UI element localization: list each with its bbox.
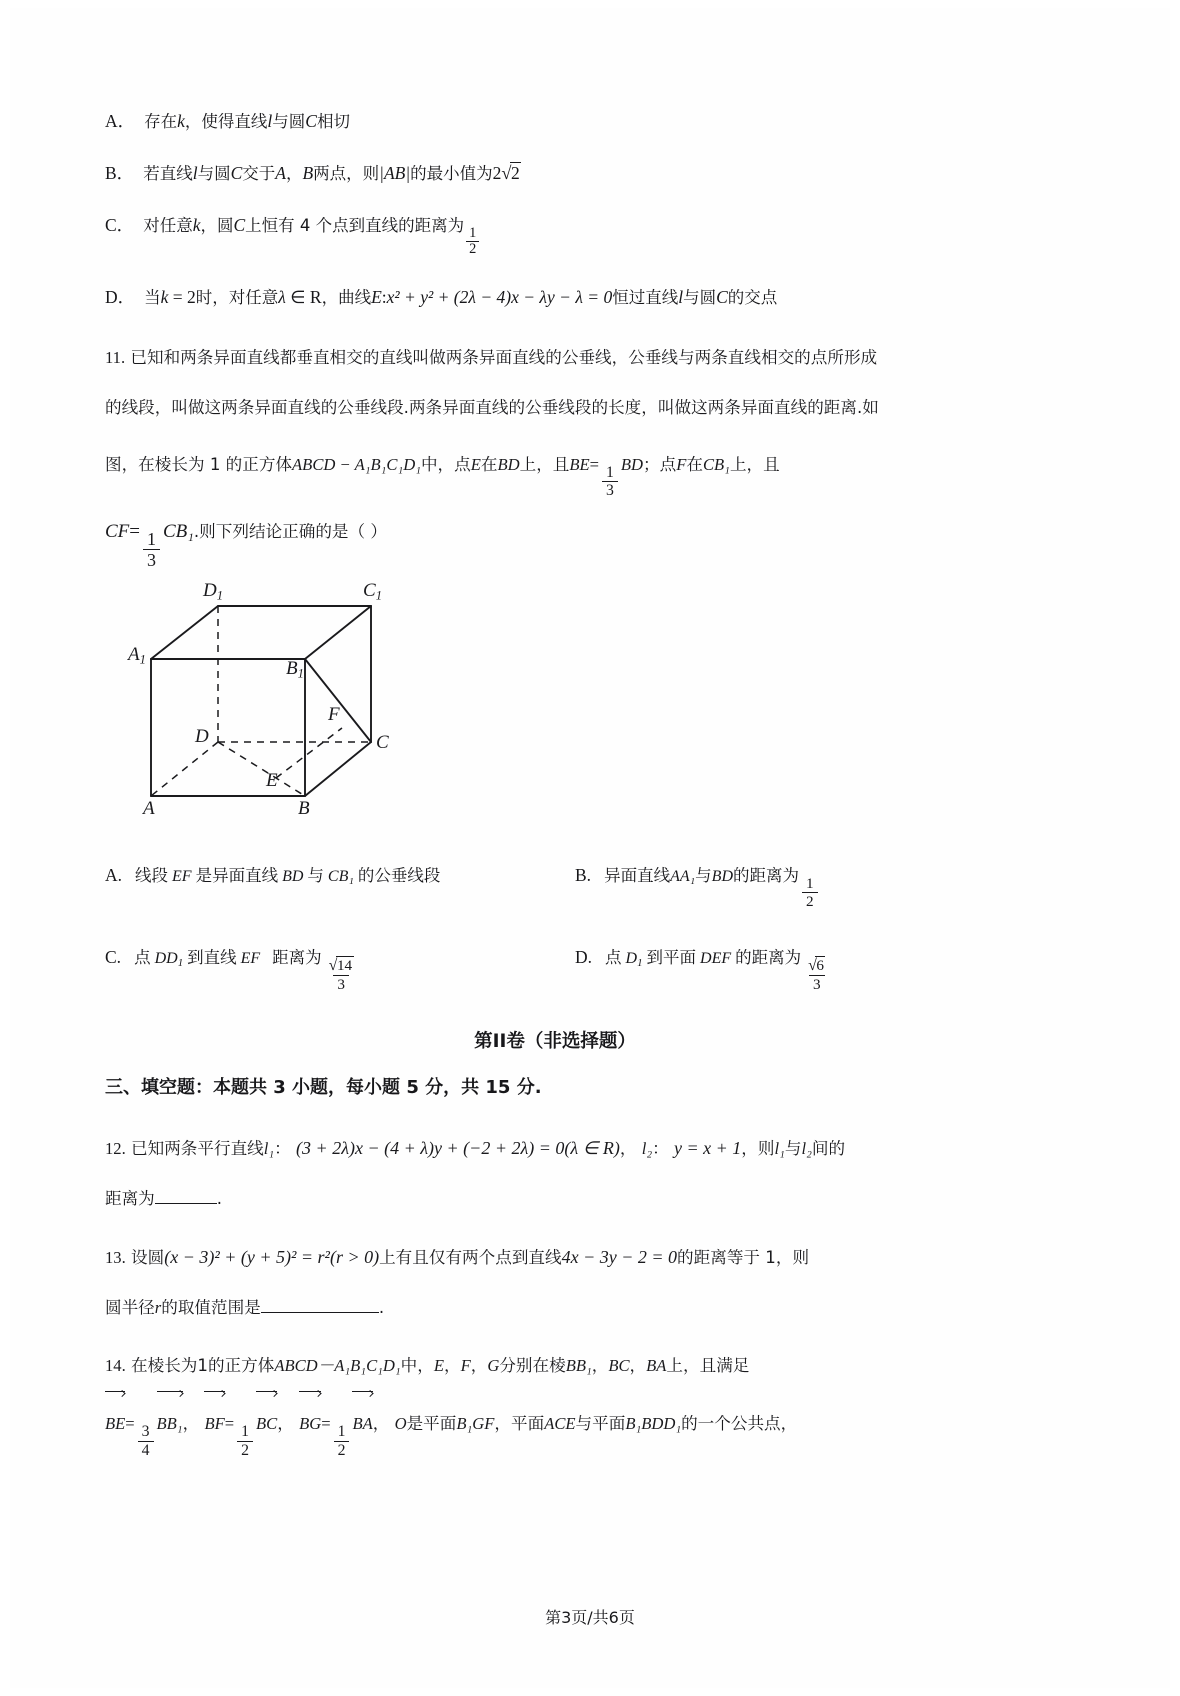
q13-seg5: 的取值范围是 [161, 1297, 261, 1317]
q11-l3-seg5: ；点 [643, 454, 677, 474]
q11-l4-den: 3 [143, 549, 160, 570]
q11-l3-seg4: 上，且 [519, 454, 570, 474]
fraction-sqrt6-3 [804, 957, 829, 993]
opt-d-colon: : [381, 286, 387, 307]
q11-option-a-label: A. [105, 865, 123, 886]
opt-b-l: l [192, 163, 198, 183]
q11-option-a[interactable] [105, 862, 575, 910]
opt-c-seg2: ，圆 [200, 216, 234, 235]
q11-a-CB1: CB₁ [327, 868, 354, 886]
opt-d-E: E [371, 286, 382, 307]
q14-G: G [487, 1355, 500, 1375]
edge-D-A-hidden [151, 742, 218, 796]
q14-E: E [433, 1355, 444, 1375]
q11-seg-CF: CF [105, 520, 130, 542]
opt-d-seg3: ，曲线 [321, 287, 372, 307]
vertex-label-D: D [195, 726, 209, 748]
q11-l3-eq: = [589, 454, 600, 474]
opt-c-seg1: 对任意 [143, 216, 193, 235]
q13-answer-blank[interactable] [261, 1312, 379, 1313]
q10-option-d-text [144, 284, 777, 308]
q11-number: 11. [105, 347, 126, 367]
opt-c-C: C [233, 215, 246, 235]
sqrt-icon-d: √6 [808, 957, 824, 975]
cube-diagram [123, 580, 463, 834]
vertex-label-E: E [266, 770, 278, 792]
q12-line-2 [105, 1174, 1005, 1224]
opt-d-eq: = 2 [168, 286, 196, 307]
fraction-three-fourths [138, 1423, 154, 1459]
q11-line-3 [105, 433, 1005, 500]
q14-vec-BG-wrap [299, 1414, 321, 1433]
q11-d-seg3: 的距离为 [735, 948, 802, 968]
q11-option-d-label: D. [575, 947, 593, 968]
q11-b-num: 1 [806, 875, 814, 893]
q11-option-d[interactable] [575, 944, 1005, 993]
opt-d-l: l [678, 286, 684, 307]
paper-sheet [10, 8, 1170, 1688]
opt-d-seg5: 与圆 [683, 287, 717, 307]
q14-seg3: 分别在棱 [499, 1355, 566, 1375]
q10-option-b-text [143, 160, 521, 184]
opt-b-radicand: 2 [511, 163, 520, 183]
question-14 [105, 1341, 1005, 1459]
q11-d-D1: $D_1$ [625, 950, 643, 970]
q11-l3-seg7: 上，且 [729, 454, 780, 474]
q11-c-seg3: 距离为 [272, 948, 322, 968]
q11-b-seg3: 的距离为 [733, 866, 799, 886]
vertex-label-A1: $A_1$ [128, 644, 146, 667]
q14-vec-BE-wrap [105, 1414, 125, 1433]
q11-option-b-label: B. [575, 865, 592, 886]
q14-vec-BE: BE [105, 1391, 125, 1455]
q11-l4-eq: = [129, 520, 140, 542]
part-2-heading: 第II卷（非选择题） [474, 1030, 636, 1052]
q13-number: 13. [105, 1247, 126, 1267]
q11-point-E: E [470, 454, 481, 474]
q14-n3: 1 [337, 1423, 346, 1441]
q10-option-c[interactable] [105, 212, 1005, 257]
q10-option-c-label: C． [105, 215, 135, 235]
opt-a-k: k [177, 111, 185, 131]
sqrt-icon-c: √14 [328, 957, 353, 975]
fraction-one-third [602, 464, 618, 500]
edge-C1-B1 [305, 606, 371, 659]
q14-vec-BB1: BB₁ [157, 1391, 183, 1455]
opt-a-seg2: ，使得直线 [184, 112, 268, 131]
q14-line-1 [105, 1341, 1005, 1391]
q14-l2t4: 的一个公共点， [681, 1413, 798, 1433]
q11-a-seg3: 与 [307, 866, 324, 886]
q14-vec-BF-wrap [204, 1414, 224, 1433]
opt-b-abs: |AB| [379, 163, 411, 183]
q14-vec-BF: BF [204, 1391, 224, 1455]
q14-c1: ， [444, 1355, 461, 1375]
q11-l3-seg6: 在 [686, 454, 703, 474]
q14-c3: ， [591, 1355, 609, 1375]
q13-seg4: 圆半径 [105, 1297, 155, 1317]
opt-b-seg3: 交于 [242, 164, 276, 183]
q14-l2c1: ， [182, 1413, 200, 1433]
q12-comma: ， [619, 1138, 637, 1158]
q11-option-c[interactable] [105, 944, 575, 993]
q11-c-num [325, 957, 358, 975]
section-3-heading: 三、填空题：本题共 3 小题，每小题 5 分，共 15 分. [105, 1076, 542, 1098]
q11-b-seg1: 异面直线 [604, 866, 671, 886]
q12-l1: l₁ [263, 1138, 275, 1158]
q10-option-a[interactable] [105, 108, 1005, 133]
edge-B-C [305, 742, 371, 796]
q11-c-seg2: 到直线 [187, 948, 237, 968]
fraction-sqrt14-3 [325, 957, 358, 993]
opt-a-C: C [305, 111, 317, 131]
opt-d-seg2: 时，对任意 [195, 287, 279, 307]
q14-l2c2: ， [277, 1413, 294, 1433]
q13-line-2 [105, 1283, 1005, 1333]
q11-a-seg2: 是异面直线 [195, 866, 279, 886]
q11-c-D1: $DD_1$ [154, 950, 184, 970]
q11-b-seg2: 与 [695, 866, 712, 886]
q12-number: 12. [105, 1138, 126, 1158]
q13-r: r [154, 1297, 162, 1317]
q12-l2: l₂ [641, 1138, 653, 1158]
q11-options-row-1 [105, 862, 1005, 910]
q11-stem-line1: 已知和两条异面直线都垂直相交的直线叫做两条异面直线的公垂线，公垂线与两条直线相交的点所形成 [130, 347, 878, 367]
q12-seg2: ，则 [741, 1138, 775, 1158]
q11-seg-CB1: CB₁ [702, 454, 730, 474]
q11-b-den: 2 [802, 892, 818, 910]
edge-A1-D1 [151, 606, 218, 659]
opt-c-den: 2 [466, 241, 479, 257]
q14-c4: ， [629, 1355, 647, 1375]
question-11 [105, 333, 1005, 993]
edge-B1-C-diagonal [305, 659, 371, 742]
q12-line-1 [105, 1123, 1005, 1174]
q11-seg-BE: BE [569, 454, 590, 474]
q12-colon2: ： [652, 1138, 669, 1158]
q11-options-row-2 [105, 944, 1005, 993]
opt-c-k: k [192, 215, 201, 235]
q14-seg4: 上，且满足 [666, 1355, 750, 1375]
q14-seg2: 中， [400, 1355, 434, 1375]
q13-seg2: 上有且仅有两个点到直线 [379, 1247, 562, 1267]
q14-B1BDD1: B₁BDD₁ [625, 1413, 682, 1433]
segment-EF-hidden [276, 728, 342, 778]
q14-F: F [460, 1355, 471, 1375]
vertex-label-A: A [143, 798, 155, 820]
opt-b-seg2: 与圆 [197, 164, 231, 183]
vertex-label-B1: $B_1$ [286, 658, 304, 681]
opt-d-inr: ∈ R [285, 286, 322, 307]
vertex-label-F: F [328, 704, 340, 726]
q11-c-radicand: 14 [336, 957, 353, 975]
fraction-one-half [466, 226, 479, 257]
q10-option-a-text [144, 108, 350, 132]
opt-a-seg1: 存在 [144, 112, 178, 131]
q11-cube-name: ABCD − A₁B₁C₁D₁ [292, 454, 421, 474]
q14-l2c4: ， [494, 1413, 511, 1433]
q12-seg1: 已知两条平行直线 [131, 1138, 264, 1158]
q14-BB1: BB₁ [565, 1355, 592, 1375]
q13-seg1: 设圆 [131, 1247, 165, 1267]
q14-l2t1: 是平面 [406, 1413, 457, 1433]
q14-O: O [394, 1413, 407, 1433]
q12-colon1: ： [274, 1138, 291, 1158]
question-12 [105, 1123, 1005, 1224]
q12-l1b: l₁ [774, 1138, 785, 1158]
q14-eq1: = [125, 1413, 135, 1433]
q13-equation-2: 4x − 3y − 2 = 0 [561, 1246, 678, 1267]
q11-l3-seg1: 图，在棱长为 1 的正方体 [105, 454, 293, 474]
q11-option-c-label: C. [105, 947, 122, 968]
q14-l2t2: 平面 [511, 1413, 545, 1433]
page-footer: 第3页/共6页 [545, 1608, 635, 1627]
opt-d-seg6: 的交点 [727, 287, 778, 307]
vertex-label-D1: $D_1$ [203, 580, 223, 603]
vertex-label-C1: $C_1$ [363, 580, 382, 603]
opt-d-seg4: 恒过直线 [612, 287, 679, 307]
opt-d-expr: x² + y² + (2λ − 4)x − λy − λ = 0 [386, 286, 613, 307]
q14-cube-name: ABCD－A₁B₁C₁D₁ [274, 1355, 401, 1375]
q11-l3-seg2: 中，点 [420, 454, 471, 474]
opt-b-B: B [302, 163, 314, 183]
q14-l2t3: 与平面 [575, 1413, 626, 1433]
q11-a-seg4: 的公垂线段 [357, 866, 441, 886]
opt-b-seg1: 若直线 [143, 164, 193, 183]
opt-c-num: 1 [469, 225, 477, 242]
opt-a-l: l [267, 111, 273, 131]
page-content [105, 108, 1005, 1467]
q11-option-b[interactable] [575, 862, 1005, 910]
q14-eq2: = [224, 1413, 235, 1433]
q11-d-seg2: 到平面 [646, 948, 697, 968]
q14-n1: 3 [141, 1423, 150, 1441]
q10-option-d-label: D． [105, 286, 136, 307]
q14-vec-BB1-wrap [157, 1414, 183, 1433]
q14-ACE: ACE [544, 1413, 576, 1433]
q11-seg-BD: BD [497, 454, 520, 474]
fraction-one-half-g [334, 1423, 350, 1459]
q11-point-F: F [676, 454, 687, 474]
q13-seg3: 的距离等于 1，则 [677, 1247, 810, 1267]
q14-BC: BC [608, 1355, 630, 1375]
vertex-label-B: B [298, 798, 310, 820]
q12-answer-blank[interactable] [155, 1203, 217, 1204]
opt-d-lambda: λ [278, 286, 286, 307]
edge-D-B-diagonal-hidden [218, 742, 305, 796]
q13-line-1 [105, 1232, 1005, 1283]
q14-vec-BA: BA [352, 1391, 372, 1455]
q11-line-2: 的线段，叫做这两条异面直线的公垂线段.两条异面直线的公垂线段的长度，叫做这两条异面直线的距离.如 [105, 397, 879, 417]
vertex-label-C: C [376, 732, 389, 754]
q14-d3: 2 [334, 1441, 350, 1460]
q14-vec-BC: BC [256, 1391, 277, 1455]
q14-B1GF: B₁GF [456, 1413, 495, 1433]
opt-a-seg3: 与圆 [272, 112, 306, 131]
q14-l2c3: ， [372, 1413, 390, 1433]
q10-option-a-label: A． [105, 111, 136, 131]
q14-c2: ， [470, 1355, 488, 1375]
opt-d-C: C [716, 286, 728, 307]
q11-l3-num: 1 [606, 463, 614, 481]
q11-c-seg1: 点 [134, 948, 151, 968]
opt-a-seg4: 相切 [316, 112, 350, 131]
q12-seg4: 间的 [811, 1138, 846, 1158]
q14-n2: 1 [241, 1423, 249, 1441]
opt-b-C: C [230, 163, 243, 183]
q10-options [105, 108, 1005, 309]
opt-b-coef: 2 [492, 163, 502, 183]
q11-c-den: 3 [333, 975, 349, 993]
q10-option-d[interactable] [105, 284, 1005, 309]
fraction-one-half-f [237, 1423, 253, 1459]
q12-l2b: l₂ [801, 1138, 812, 1158]
q10-option-b-label: B． [105, 163, 135, 183]
opt-b-seg5: 的最小值为 [410, 164, 493, 183]
q11-c-EF: EF [240, 950, 261, 968]
opt-d-k: k [160, 286, 169, 307]
q11-l3-seg3: 在 [480, 454, 498, 474]
q14-vec-BC-wrap [256, 1414, 277, 1433]
q12-period: . [216, 1188, 223, 1208]
q11-b-BD: BD [711, 868, 733, 886]
q14-line-2 [105, 1391, 1005, 1459]
fraction-one-third-2 [143, 529, 160, 570]
opt-c-seg3: 上恒有 4 个点到直线的距离为 [245, 216, 465, 235]
q12-equation-2: y = x + 1 [674, 1137, 742, 1158]
q14-d2: 2 [237, 1441, 253, 1460]
question-13 [105, 1232, 1005, 1333]
q11-a-EF: EF [172, 868, 192, 886]
q14-vec-BA-wrap [352, 1414, 372, 1433]
q10-option-c-text [143, 212, 481, 257]
q12-equation-1: (3 + 2λ)x − (4 + λ)y + (−2 + 2λ) = 0(λ ∈ R) [296, 1137, 620, 1158]
opt-b-comma: ， [285, 164, 303, 183]
fraction-one-half-b [802, 875, 818, 910]
q12-seg3: 与 [784, 1138, 802, 1158]
q11-line-1 [105, 333, 1005, 383]
q11-a-BD: BD [282, 868, 304, 886]
q14-number: 14. [105, 1355, 126, 1375]
q11-l3-den: 3 [602, 481, 618, 500]
q13-equation-1: (x − 3)² + (y + 5)² = r²(r > 0) [164, 1246, 380, 1267]
q14-seg1: 在棱长为1的正方体 [131, 1355, 275, 1375]
q14-d1: 4 [138, 1441, 154, 1460]
q11-a-seg1: 线段 [135, 866, 169, 886]
q11-d-num [804, 957, 829, 975]
q11-b-AA1: AA₁ [670, 868, 696, 886]
q11-d-den: 3 [809, 975, 825, 993]
q11-l4-tail: .则下列结论正确的是（ ） [193, 521, 387, 541]
q13-period: . [378, 1297, 385, 1317]
q11-seg-BD2: BD [620, 454, 644, 474]
opt-b-seg4: 两点，则 [313, 164, 380, 183]
sqrt-icon: √2 [501, 163, 520, 183]
opt-b-A: A [275, 163, 286, 183]
q11-l4-num: 1 [147, 529, 156, 550]
q11-d-radicand: 6 [816, 957, 824, 975]
q11-d-seg1: 点 [605, 948, 622, 968]
q14-vec-BG: BG [299, 1391, 321, 1455]
q11-d-DEF: DEF [700, 950, 732, 968]
opt-d-seg1: 当 [144, 287, 161, 307]
q14-eq3: = [321, 1413, 331, 1433]
q14-BA: BA [646, 1355, 667, 1375]
q11-seg-CB1b: CB₁ [163, 520, 194, 542]
q10-option-b[interactable] [105, 160, 1005, 185]
q11-line-4 [105, 500, 1005, 570]
q12-seg5: 距离为 [105, 1188, 155, 1208]
cube-svg [123, 584, 463, 834]
